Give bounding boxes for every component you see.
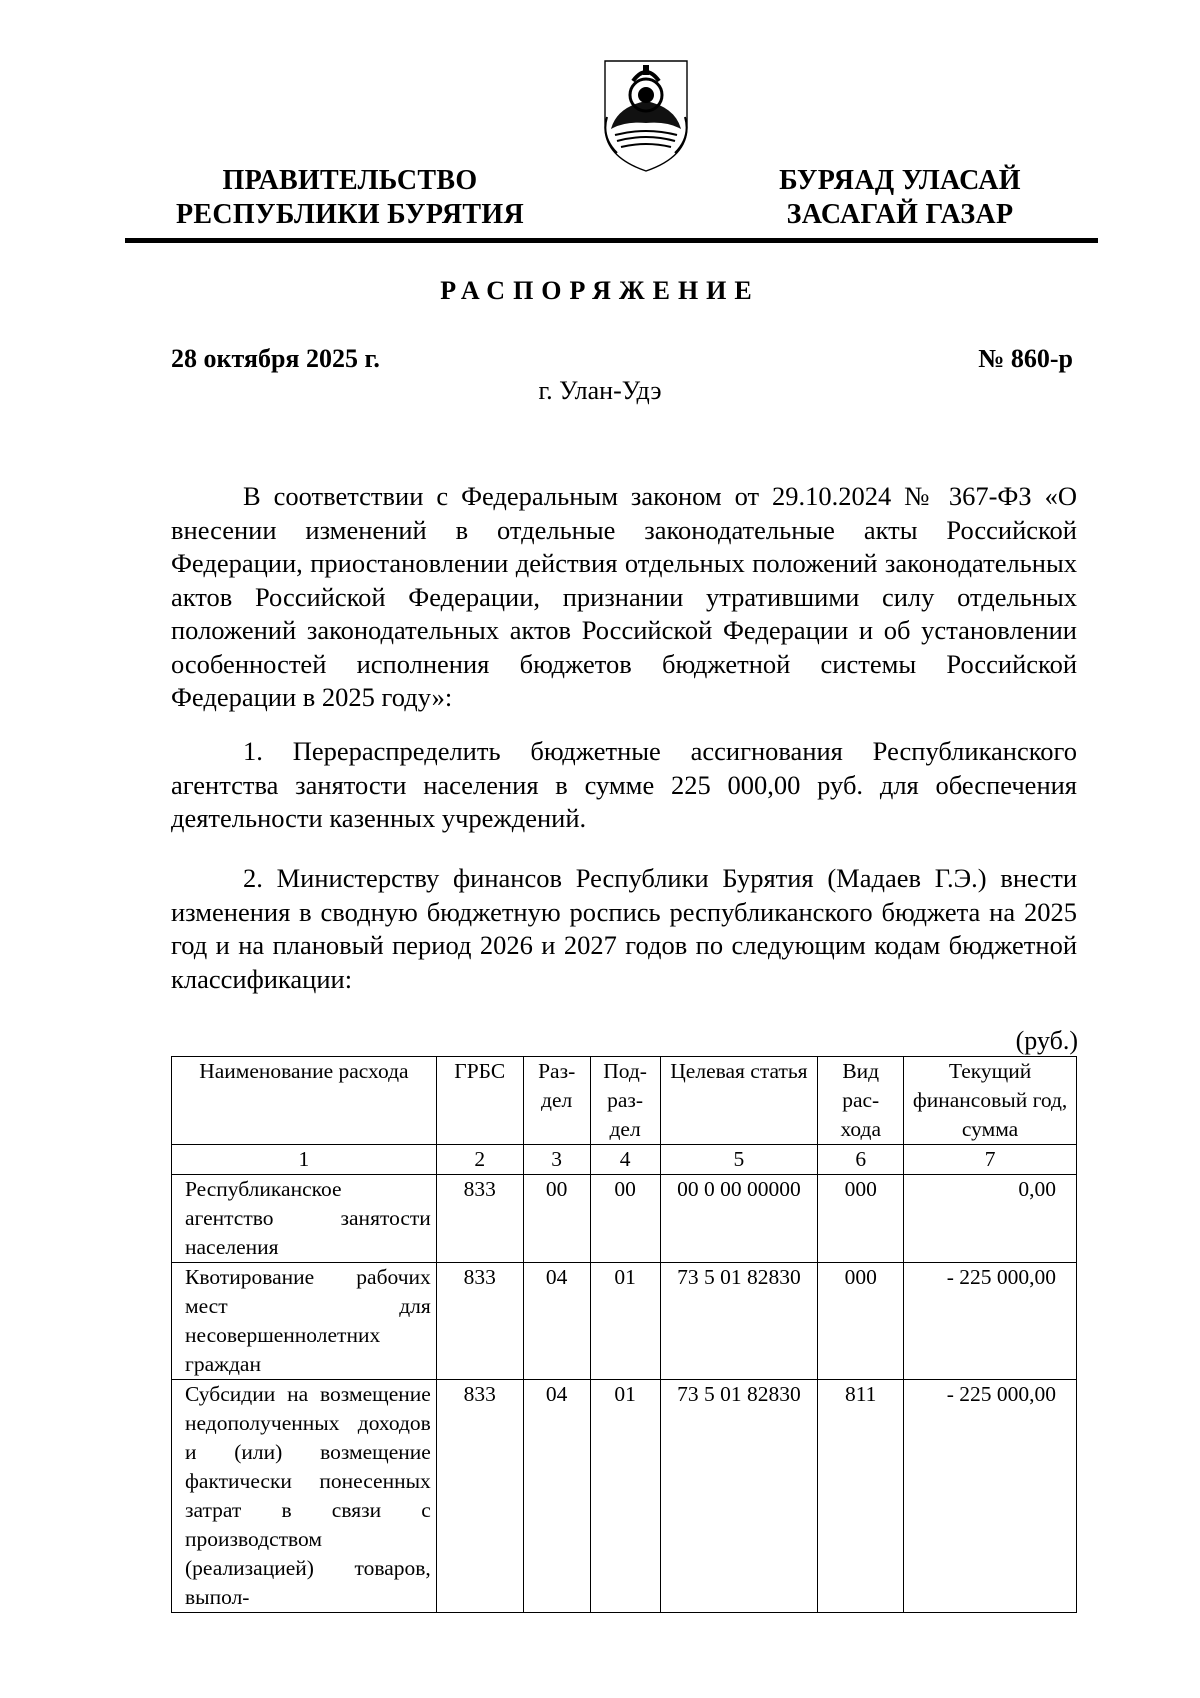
paragraph-preamble-text: В соответствии с Федеральным законом от 29.10.2024 № 367-ФЗ «О внесении изменений в отдельные законодательные акты Российской Федерации, приостановлении действия отдельных положений законодательных актов Российской Федерации, признании утратившими силу отдельных положений законодательных актов Российской Федерации и об установлении особенностей исполнения бюджетов бюджетной системы Российской Федерации в 2025 году»: [171, 481, 1077, 712]
paragraph-item-2-text: 2. Министерству финансов Республики Бурятия (Мадаев Г.Э.) внести изменения в сводную бюджетную роспись республиканского бюджета на 2025 год и на плановый период 2026 и 2027 годов по следующим кодам бюджетной классификации: [171, 863, 1077, 994]
row-sum: - 225 000,00 [904, 1380, 1077, 1613]
row-vr: 000 [818, 1175, 904, 1263]
document-city: г. Улан-Удэ [538, 376, 662, 405]
header-name: Наименование расхода [172, 1057, 437, 1145]
header-left-line-1: ПРАВИТЕЛЬСТВО [222, 165, 478, 196]
paragraph-preamble [171, 480, 1077, 715]
header-sum: Текущий финансовый год, сумма [904, 1057, 1077, 1145]
row-razdel: 04 [523, 1263, 590, 1380]
row-target: 73 5 01 82830 [660, 1380, 818, 1613]
header-grbs: ГРБС [436, 1057, 523, 1145]
header-divider [125, 238, 1098, 243]
row-podrazdel: 01 [590, 1380, 660, 1613]
table-row [172, 1263, 1077, 1380]
table-header-row [172, 1057, 1077, 1145]
paragraph-item-1-text: 1. Перераспределить бюджетные ассигнования Республиканского агентства занятости населения в сумме 225 000,00 руб. для обеспечения деятельности казенных учреждений. [171, 736, 1077, 833]
row-grbs: 833 [436, 1263, 523, 1380]
header-right [740, 164, 1060, 232]
header-right-line-1: БУРЯАД УЛАСАЙ [779, 165, 1021, 196]
header-podrazdel: Под-раз-дел [590, 1057, 660, 1145]
header-vr: Вид рас-хода [818, 1057, 904, 1145]
table-row [172, 1175, 1077, 1263]
header-right-line-2: ЗАСАГАЙ ГАЗАР [786, 199, 1014, 230]
paragraph-item-1 [171, 735, 1077, 836]
row-razdel: 04 [523, 1380, 590, 1613]
budget-table [171, 1056, 1077, 1613]
table-index-row [172, 1145, 1077, 1175]
index-cell: 7 [904, 1145, 1077, 1175]
row-razdel: 00 [523, 1175, 590, 1263]
row-sum: 0,00 [904, 1175, 1077, 1263]
row-podrazdel: 01 [590, 1263, 660, 1380]
row-vr: 000 [818, 1263, 904, 1380]
header-target: Целевая статья [660, 1057, 818, 1145]
header-left [160, 164, 540, 232]
row-name: Квотирование рабочих мест для несовершеннолетних граждан [172, 1263, 437, 1380]
table-row [172, 1380, 1077, 1613]
row-grbs: 833 [436, 1175, 523, 1263]
header-left-line-2: РЕСПУБЛИКИ БУРЯТИЯ [176, 199, 524, 230]
index-cell: 2 [436, 1145, 523, 1175]
index-cell: 4 [590, 1145, 660, 1175]
table-unit: (руб.) [1015, 1026, 1078, 1055]
row-target: 00 0 00 00000 [660, 1175, 818, 1263]
row-grbs: 833 [436, 1380, 523, 1613]
document-date: 28 октября 2025 г. [171, 344, 380, 373]
document-number: № 860-р [978, 344, 1073, 373]
header-razdel: Раз-дел [523, 1057, 590, 1145]
index-cell: 6 [818, 1145, 904, 1175]
index-cell: 1 [172, 1145, 437, 1175]
row-podrazdel: 00 [590, 1175, 660, 1263]
coat-of-arms-icon [597, 57, 695, 175]
row-vr: 811 [818, 1380, 904, 1613]
row-name: Республиканское агентство занятости населения [172, 1175, 437, 1263]
index-cell: 5 [660, 1145, 818, 1175]
document-title: РАСПОРЯЖЕНИЕ [440, 276, 760, 305]
row-sum: - 225 000,00 [904, 1263, 1077, 1380]
paragraph-item-2 [171, 862, 1077, 996]
index-cell: 3 [523, 1145, 590, 1175]
row-target: 73 5 01 82830 [660, 1263, 818, 1380]
row-name: Субсидии на возмещение недополученных доходов и (или) возмещение фактически понесенных затрат в связи с производством (реализацией) товаров, выпол- [172, 1380, 437, 1613]
